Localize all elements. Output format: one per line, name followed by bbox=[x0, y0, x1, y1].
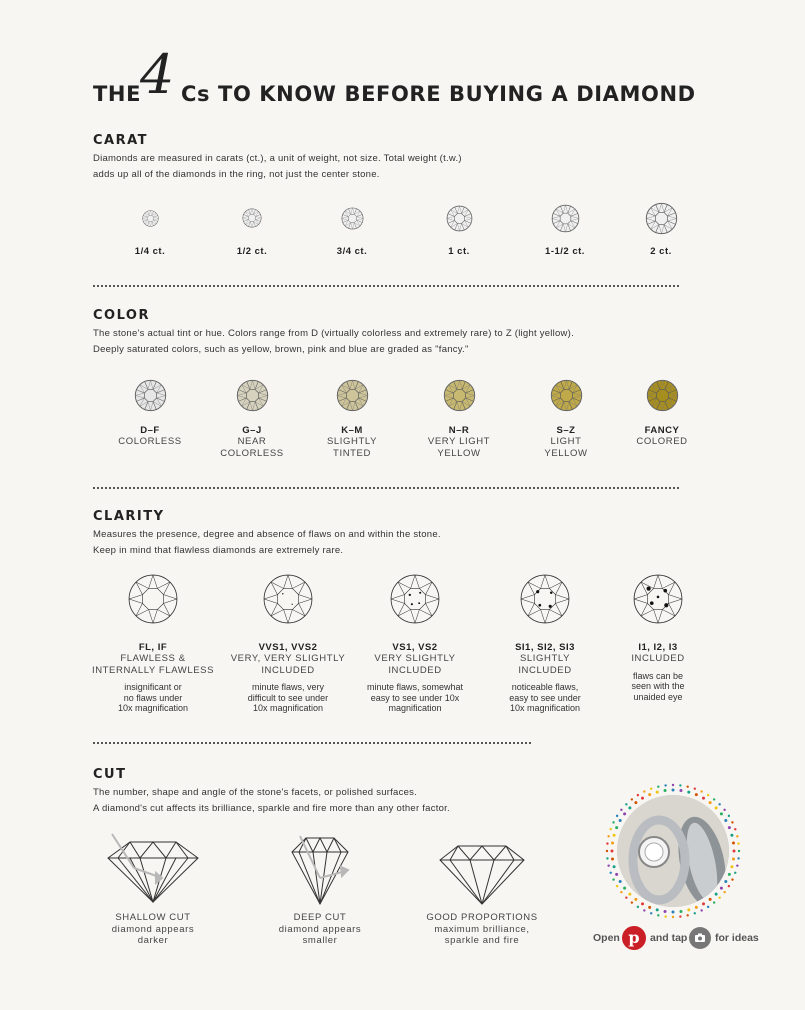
section-divider bbox=[93, 487, 679, 489]
deep-cut-diagram-icon bbox=[270, 832, 370, 908]
clarity-note-line: flaws can be bbox=[632, 670, 684, 681]
color-grade-desc: LIGHT bbox=[550, 436, 582, 447]
clarity-note-line: noticeable flaws, bbox=[511, 682, 579, 692]
clarity-diagram-icon bbox=[127, 573, 179, 625]
clarity-note-line: no flaws under bbox=[123, 692, 183, 703]
cut-item-deep bbox=[270, 832, 370, 947]
pinterest-prompt bbox=[593, 926, 765, 950]
clarity-note-line: seen with the bbox=[631, 681, 685, 691]
clarity-grade-desc: FLAWLESS & bbox=[120, 653, 186, 664]
clarity-grade-desc: INTERNALLY FLAWLESS bbox=[91, 664, 215, 676]
color-grade-desc: NEAR bbox=[237, 436, 267, 447]
clarity-description-1: Measures the presence, degree and absence of flaws on and within the stone. bbox=[93, 529, 441, 540]
clarity-grade-label: I1, I2, I3 bbox=[638, 642, 678, 653]
clarity-grade-label: VS1, VS2 bbox=[392, 642, 438, 653]
carat-label: 1-1/2 ct. bbox=[545, 246, 585, 257]
clarity-grade-note bbox=[223, 682, 353, 714]
carat-item bbox=[312, 207, 392, 257]
clarity-grade-item bbox=[88, 573, 218, 714]
cut-description-2: A diamond's cut affects its brilliance, sparkle and fire more than any other factor. bbox=[93, 803, 450, 814]
clarity-grade-item bbox=[613, 573, 703, 702]
camera-icon[interactable] bbox=[689, 927, 711, 949]
color-grade-label: G–J bbox=[242, 425, 262, 436]
deep-cut-note-2: smaller bbox=[302, 935, 338, 946]
clarity-grade-note bbox=[490, 682, 600, 714]
section-divider bbox=[93, 285, 679, 287]
diamond-icon bbox=[446, 205, 473, 232]
color-grade-item bbox=[202, 379, 302, 459]
page-title bbox=[93, 43, 713, 108]
clarity-note-line: minute flaws, very bbox=[251, 682, 325, 692]
clarity-grade-desc: VERY SLIGHTLY bbox=[374, 653, 456, 664]
colored-diamond-icon bbox=[550, 379, 583, 412]
cut-item-good bbox=[420, 832, 544, 947]
carat-item bbox=[110, 210, 190, 257]
color-grade-label: N–R bbox=[448, 425, 470, 436]
title-number: 4 bbox=[140, 43, 175, 106]
clarity-note-line: minute flaws, somewhat bbox=[366, 682, 464, 692]
carat-item bbox=[419, 205, 499, 257]
colored-diamond-icon bbox=[134, 379, 167, 412]
clarity-grade-note bbox=[350, 682, 480, 714]
shallow-cut-note-1: diamond appears bbox=[111, 923, 195, 935]
diamond-icon bbox=[142, 210, 159, 227]
cut-heading: CUT bbox=[93, 767, 127, 782]
color-grade-label: D–F bbox=[140, 425, 160, 436]
clarity-heading: CLARITY bbox=[93, 509, 165, 524]
carat-description-1: Diamonds are measured in carats (ct.), a unit of weight, not size. Total weight (t.w.) bbox=[93, 153, 462, 164]
carat-label: 3/4 ct. bbox=[336, 246, 368, 257]
clarity-diagram-icon bbox=[632, 573, 684, 625]
diamond-icon bbox=[551, 204, 580, 233]
ring-photo-icon bbox=[604, 782, 742, 920]
color-grade-label: S–Z bbox=[556, 425, 576, 436]
clarity-grade-label: VVS1, VVS2 bbox=[258, 642, 318, 653]
color-grade-desc: COLORED bbox=[636, 436, 688, 447]
clarity-grade-desc: INCLUDED bbox=[261, 664, 315, 676]
clarity-grade-item bbox=[223, 573, 353, 714]
clarity-grade-note bbox=[88, 682, 218, 714]
carat-label: 1/4 ct. bbox=[134, 246, 166, 257]
color-grade-desc: TINTED bbox=[333, 447, 371, 459]
color-description-2: Deeply saturated colors, such as yellow, brown, pink and blue are graded as "fancy." bbox=[93, 344, 469, 355]
ring-photo-badge[interactable] bbox=[604, 782, 742, 920]
color-grade-item bbox=[516, 379, 616, 459]
pinterest-for-ideas-text: for ideas bbox=[715, 932, 759, 944]
clarity-grade-item bbox=[490, 573, 600, 714]
shallow-cut-note-2: darker bbox=[137, 935, 169, 946]
color-grade-desc: COLORLESS bbox=[220, 447, 284, 459]
diamond-icon bbox=[645, 202, 678, 235]
clarity-grade-desc: INCLUDED bbox=[518, 664, 572, 676]
colored-diamond-icon bbox=[236, 379, 269, 412]
pinterest-open-text: Open bbox=[593, 932, 620, 944]
color-grade-label: FANCY bbox=[644, 425, 680, 436]
carat-label: 1 ct. bbox=[448, 246, 470, 257]
colored-diamond-icon bbox=[336, 379, 369, 412]
color-grade-desc: COLORLESS bbox=[118, 436, 182, 447]
clarity-note-line: magnification bbox=[388, 703, 442, 713]
color-grade-desc: VERY LIGHT bbox=[427, 436, 491, 447]
clarity-grade-item bbox=[350, 573, 480, 714]
carat-label: 1/2 ct. bbox=[236, 246, 268, 257]
color-grade-desc: YELLOW bbox=[544, 447, 588, 459]
clarity-grade-desc: INCLUDED bbox=[631, 653, 685, 664]
pinterest-icon[interactable]: p bbox=[622, 926, 646, 950]
pinterest-and-tap-text: and tap bbox=[650, 932, 688, 944]
clarity-grade-label: FL, IF bbox=[138, 642, 168, 653]
carat-heading: CARAT bbox=[93, 133, 149, 148]
title-prefix: THE bbox=[93, 82, 142, 106]
clarity-grade-desc: INCLUDED bbox=[388, 664, 442, 676]
carat-item bbox=[212, 208, 292, 257]
shallow-cut-diagram-icon bbox=[100, 832, 206, 908]
clarity-note-line: insignificant or bbox=[124, 682, 182, 692]
color-heading: COLOR bbox=[93, 308, 150, 323]
color-description-1: The stone's actual tint or hue. Colors range from D (virtually colorless and extremely rare) to Z (light yellow). bbox=[93, 328, 574, 339]
clarity-grade-desc: SLIGHTLY bbox=[519, 653, 571, 664]
color-grade-item bbox=[409, 379, 509, 459]
colored-diamond-icon bbox=[443, 379, 476, 412]
clarity-description-2: Keep in mind that flawless diamonds are extremely rare. bbox=[93, 545, 344, 556]
clarity-note-line: unaided eye bbox=[633, 691, 683, 702]
title-text: Cs TO KNOW BEFORE BUYING A DIAMOND bbox=[181, 82, 696, 106]
diamond-icon bbox=[242, 208, 262, 228]
cut-description-1: The number, shape and angle of the stone's facets, or polished surfaces. bbox=[93, 787, 418, 798]
clarity-diagram-icon bbox=[389, 573, 441, 625]
clarity-grade-label: SI1, SI2, SI3 bbox=[515, 642, 575, 653]
section-divider bbox=[93, 742, 531, 744]
deep-cut-label: DEEP CUT bbox=[293, 912, 347, 923]
clarity-note-line: easy to see under 10x bbox=[370, 692, 460, 703]
clarity-note-line: easy to see under bbox=[509, 692, 581, 703]
colored-diamond-icon bbox=[646, 379, 679, 412]
good-proportions-label: GOOD PROPORTIONS bbox=[426, 912, 538, 923]
carat-item bbox=[621, 202, 701, 257]
good-proportions-note-2: sparkle and fire bbox=[444, 935, 520, 946]
deep-cut-note-1: diamond appears bbox=[278, 923, 362, 935]
clarity-diagram-icon bbox=[519, 573, 571, 625]
clarity-diagram-icon bbox=[262, 573, 314, 625]
color-grade-desc: SLIGHTLY bbox=[326, 436, 378, 447]
clarity-note-line: 10x magnification bbox=[509, 703, 581, 713]
cut-item-shallow bbox=[100, 832, 206, 947]
good-proportions-diagram-icon bbox=[420, 832, 544, 908]
color-grade-desc: YELLOW bbox=[437, 447, 481, 459]
clarity-note-line: 10x magnification bbox=[252, 703, 324, 713]
clarity-grade-note bbox=[613, 671, 703, 703]
clarity-note-line: 10x magnification bbox=[117, 703, 189, 713]
carat-description-2: adds up all of the diamonds in the ring, not just the center stone. bbox=[93, 169, 380, 180]
clarity-note-line: difficult to see under bbox=[247, 692, 329, 703]
carat-label: 2 ct. bbox=[650, 246, 672, 257]
diamond-icon bbox=[341, 207, 364, 230]
clarity-grade-desc: VERY, VERY SLIGHTLY bbox=[230, 653, 346, 664]
shallow-cut-label: SHALLOW CUT bbox=[115, 912, 191, 923]
carat-item bbox=[525, 204, 605, 257]
color-grade-item bbox=[100, 379, 200, 448]
color-grade-item bbox=[612, 379, 712, 448]
color-grade-label: K–M bbox=[341, 425, 363, 436]
good-proportions-note-1: maximum brilliance, bbox=[434, 923, 530, 935]
color-grade-item bbox=[302, 379, 402, 459]
